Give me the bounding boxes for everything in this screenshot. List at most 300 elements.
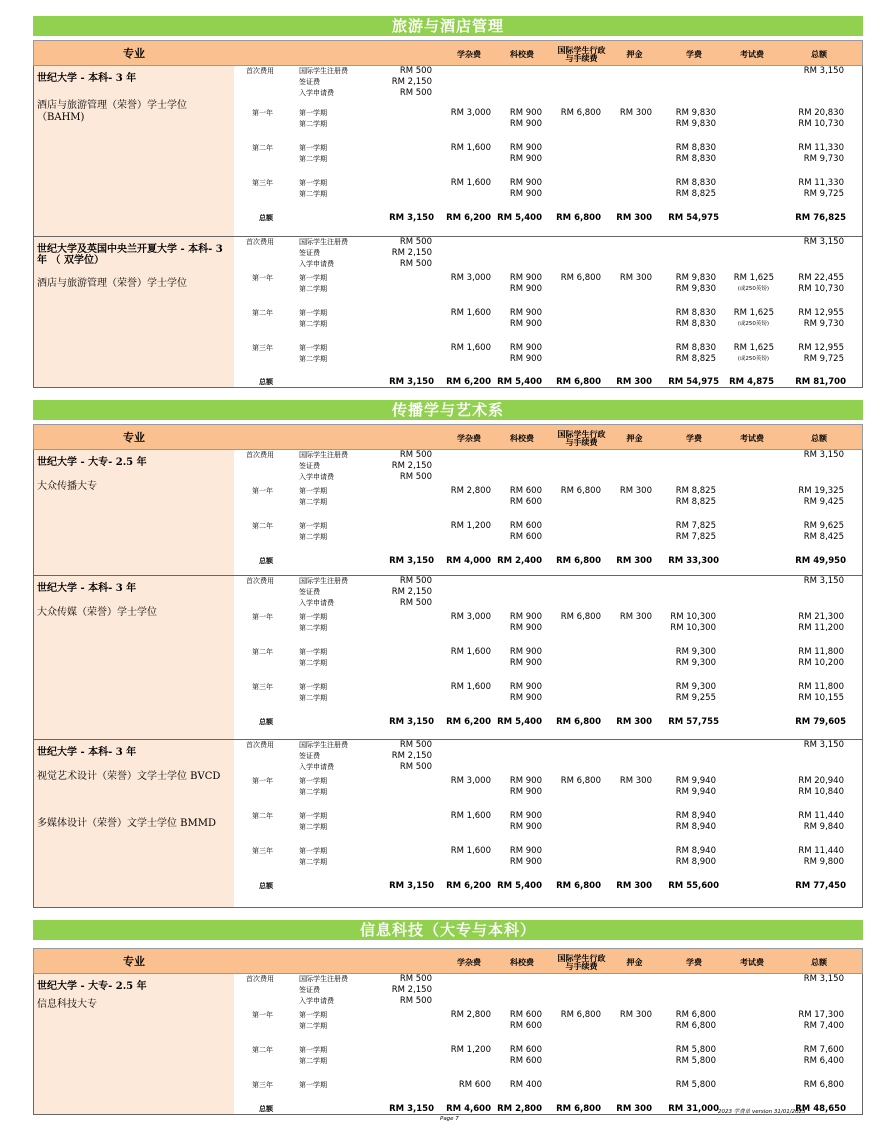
year-label: 第二年 xyxy=(252,648,273,656)
header-deposit: 押金 xyxy=(626,49,643,59)
grand-total: RM 81,700 xyxy=(795,377,846,387)
misc-fee: RM 2,800 xyxy=(450,1010,491,1020)
school-fee: RM 900 xyxy=(509,189,542,199)
year-label: 第二年 xyxy=(252,144,273,152)
registration-fee-label: 国际学生注册费 xyxy=(299,67,348,75)
semester-label: 第二学期 xyxy=(299,1057,327,1065)
exam-fee: RM 1,625 xyxy=(733,308,774,318)
total-misc: RM 4,000 xyxy=(446,556,491,566)
year-label: 第二年 xyxy=(252,812,273,820)
header-tuition: 学费 xyxy=(686,957,702,967)
row-total: RM 6,800 xyxy=(803,1080,844,1090)
registration-fee-label: 国际学生注册费 xyxy=(299,238,348,246)
row-total: RM 20,940 xyxy=(798,776,844,786)
total-label: 总额 xyxy=(259,214,273,222)
school-fee: RM 900 xyxy=(509,857,542,867)
total-tuition: RM 31,000 xyxy=(668,1104,719,1114)
school-fee: RM 900 xyxy=(509,682,542,692)
total-tuition: RM 55,600 xyxy=(668,881,719,891)
semester-label: 第二学期 xyxy=(299,788,327,796)
deposit: RM 300 xyxy=(619,108,652,118)
row-total: RM 7,400 xyxy=(803,1021,844,1031)
row-total: RM 10,840 xyxy=(798,787,844,797)
program-description: 大众传媒（荣誉）学士学位 xyxy=(37,607,157,618)
exam-fee: RM 1,625 xyxy=(733,273,774,283)
school-fee: RM 600 xyxy=(509,486,542,496)
school-fee: RM 900 xyxy=(509,319,542,329)
registration-fee: RM 500 xyxy=(399,450,432,460)
school-fee: RM 900 xyxy=(509,108,542,118)
school-fee: RM 600 xyxy=(509,532,542,542)
row-total: RM 7,600 xyxy=(803,1045,844,1055)
row-total: RM 11,440 xyxy=(798,811,844,821)
tuition-fee: RM 9,300 xyxy=(675,647,716,657)
total-tuition: RM 57,755 xyxy=(668,717,719,727)
program-title: 世纪大学 - 本科- 3 年 xyxy=(37,73,137,84)
header-total: 总额 xyxy=(811,433,827,443)
total-label: 总额 xyxy=(259,718,273,726)
program-description: 酒店与旅游管理（荣誉）学士学位 （BAHM) xyxy=(37,100,187,123)
section-title: 传播学与艺术系 xyxy=(33,400,863,420)
school-fee: RM 900 xyxy=(509,354,542,364)
school-fee: RM 900 xyxy=(509,343,542,353)
tuition-fee: RM 8,825 xyxy=(675,189,716,199)
tuition-fee: RM 10,300 xyxy=(670,612,716,622)
total-tuition: RM 54,975 xyxy=(668,213,719,223)
semester-label: 第二学期 xyxy=(299,190,327,198)
header-deposit: 押金 xyxy=(626,433,643,443)
total-intl: RM 6,800 xyxy=(556,881,601,891)
school-fee: RM 600 xyxy=(509,1021,542,1031)
school-fee: RM 900 xyxy=(509,273,542,283)
section-title: 信息科技（大专与本科） xyxy=(33,920,863,940)
registration-fee: RM 500 xyxy=(399,66,432,76)
intl-fee: RM 6,800 xyxy=(560,776,601,786)
tuition-fee: RM 9,830 xyxy=(675,284,716,294)
total-deposit: RM 300 xyxy=(616,213,652,223)
registration-fee-label: 国际学生注册费 xyxy=(299,975,348,983)
row-total: RM 17,300 xyxy=(798,1010,844,1020)
visa-fee: RM 2,150 xyxy=(391,248,432,258)
school-fee: RM 900 xyxy=(509,143,542,153)
semester-label: 第二学期 xyxy=(299,498,327,506)
header-misc: 学杂费 xyxy=(457,49,481,59)
header-intl: 国际学生行政与手续费 xyxy=(557,45,606,63)
row-total: RM 9,425 xyxy=(803,497,844,507)
misc-fee: RM 1,200 xyxy=(450,1045,491,1055)
deposit: RM 300 xyxy=(619,1010,652,1020)
misc-fee: RM 3,000 xyxy=(450,612,491,622)
initial-fee-label: 首次费用 xyxy=(246,451,274,459)
tuition-fee: RM 9,940 xyxy=(675,787,716,797)
year-label: 第三年 xyxy=(252,683,273,691)
year-label: 第一年 xyxy=(252,613,273,621)
application-fee: RM 500 xyxy=(399,996,432,1006)
header-exam: 考试费 xyxy=(740,433,764,443)
application-fee: RM 500 xyxy=(399,259,432,269)
tuition-fee: RM 8,825 xyxy=(675,497,716,507)
header-misc: 学杂费 xyxy=(457,433,481,443)
row-total: RM 20,830 xyxy=(798,108,844,118)
school-fee: RM 900 xyxy=(509,647,542,657)
row-total: RM 19,325 xyxy=(798,486,844,496)
program-title: 世纪大学 - 大专- 2.5 年 xyxy=(37,457,147,468)
semester-label: 第一学期 xyxy=(299,1046,327,1054)
header-tuition: 学费 xyxy=(686,433,702,443)
school-fee: RM 900 xyxy=(509,693,542,703)
tuition-fee: RM 8,830 xyxy=(675,143,716,153)
misc-fee: RM 1,600 xyxy=(450,846,491,856)
application-fee-label: 入学申请费 xyxy=(299,763,334,771)
row-total: RM 10,155 xyxy=(798,693,844,703)
total-deposit: RM 300 xyxy=(616,377,652,387)
total-intl: RM 6,800 xyxy=(556,377,601,387)
total-misc: RM 6,200 xyxy=(446,377,491,387)
tuition-fee: RM 8,825 xyxy=(675,354,716,364)
semester-label: 第一学期 xyxy=(299,179,327,187)
program-title: 世纪大学及英国中央兰开夏大学 - 本科- 3 年 （ 双学位） xyxy=(37,244,223,266)
school-fee: RM 900 xyxy=(509,811,542,821)
deposit: RM 300 xyxy=(619,612,652,622)
application-fee-label: 入学申请费 xyxy=(299,89,334,97)
row-total: RM 9,730 xyxy=(803,154,844,164)
semester-label: 第一学期 xyxy=(299,1011,327,1019)
year-label: 第一年 xyxy=(252,109,273,117)
total-intl: RM 6,800 xyxy=(556,556,601,566)
program-description: 视觉艺术设计（荣誉）文学士学位 BVCD xyxy=(37,771,221,782)
application-fee-label: 入学申请费 xyxy=(299,997,334,1005)
misc-fee: RM 1,600 xyxy=(450,343,491,353)
program-description: 大众传播大专 xyxy=(37,481,97,492)
registration-fee-label: 国际学生注册费 xyxy=(299,451,348,459)
semester-label: 第二学期 xyxy=(299,1022,327,1030)
header-intl: 国际学生行政与手续费 xyxy=(557,953,606,971)
tuition-fee: RM 9,940 xyxy=(675,776,716,786)
year-label: 第一年 xyxy=(252,777,273,785)
program-block xyxy=(33,450,863,576)
section-title: 旅游与酒店管理 xyxy=(33,16,863,36)
total-exam: RM 4,875 xyxy=(729,377,774,387)
tuition-fee: RM 7,825 xyxy=(675,532,716,542)
misc-fee: RM 1,600 xyxy=(450,178,491,188)
table-header xyxy=(33,424,863,450)
visa-fee-label: 签证费 xyxy=(299,752,320,760)
semester-label: 第二学期 xyxy=(299,355,327,363)
semester-label: 第一学期 xyxy=(299,683,327,691)
semester-label: 第一学期 xyxy=(299,344,327,352)
year-label: 第三年 xyxy=(252,847,273,855)
row-total: RM 11,330 xyxy=(798,143,844,153)
misc-fee: RM 3,000 xyxy=(450,273,491,283)
visa-fee-label: 签证费 xyxy=(299,78,320,86)
application-fee-label: 入学申请费 xyxy=(299,260,334,268)
header-school: 科校费 xyxy=(510,433,534,443)
initial-total: RM 3,150 xyxy=(803,450,844,460)
grand-total: RM 49,950 xyxy=(795,556,846,566)
semester-label: 第一学期 xyxy=(299,613,327,621)
tuition-fee: RM 10,300 xyxy=(670,623,716,633)
visa-fee: RM 2,150 xyxy=(391,985,432,995)
misc-fee: RM 3,000 xyxy=(450,776,491,786)
header-misc: 学杂费 xyxy=(457,957,481,967)
exam-fee-note: (或250英镑) xyxy=(737,321,769,327)
row-total: RM 9,730 xyxy=(803,319,844,329)
semester-label: 第二学期 xyxy=(299,285,327,293)
misc-fee: RM 1,600 xyxy=(450,647,491,657)
misc-fee: RM 1,600 xyxy=(450,308,491,318)
initial-fee-label: 首次费用 xyxy=(246,975,274,983)
total-initial: RM 3,150 xyxy=(389,377,434,387)
initial-fee-label: 首次费用 xyxy=(246,238,274,246)
visa-fee-label: 签证费 xyxy=(299,588,320,596)
exam-fee: RM 1,625 xyxy=(733,343,774,353)
table-header xyxy=(33,948,863,974)
tuition-fee: RM 6,800 xyxy=(675,1021,716,1031)
tuition-fee: RM 5,800 xyxy=(675,1056,716,1066)
visa-fee: RM 2,150 xyxy=(391,587,432,597)
application-fee: RM 500 xyxy=(399,762,432,772)
total-deposit: RM 300 xyxy=(616,881,652,891)
intl-fee: RM 6,800 xyxy=(560,486,601,496)
total-initial: RM 3,150 xyxy=(389,881,434,891)
header-exam: 考试费 xyxy=(740,957,764,967)
total-intl: RM 6,800 xyxy=(556,1104,601,1114)
total-deposit: RM 300 xyxy=(616,556,652,566)
application-fee: RM 500 xyxy=(399,88,432,98)
deposit: RM 300 xyxy=(619,273,652,283)
program-description: 酒店与旅游管理（荣誉）学士学位 xyxy=(37,278,187,289)
initial-fee-label: 首次费用 xyxy=(246,577,274,585)
exam-fee-note: (或250英镑) xyxy=(737,286,769,292)
school-fee: RM 900 xyxy=(509,119,542,129)
semester-label: 第二学期 xyxy=(299,320,327,328)
initial-total: RM 3,150 xyxy=(803,66,844,76)
total-deposit: RM 300 xyxy=(616,717,652,727)
tuition-fee: RM 8,940 xyxy=(675,846,716,856)
application-fee: RM 500 xyxy=(399,598,432,608)
school-fee: RM 900 xyxy=(509,787,542,797)
total-label: 总额 xyxy=(259,882,273,890)
tuition-fee: RM 8,830 xyxy=(675,178,716,188)
header-deposit: 押金 xyxy=(626,957,643,967)
school-fee: RM 600 xyxy=(509,1056,542,1066)
tuition-fee: RM 9,830 xyxy=(675,119,716,129)
registration-fee: RM 500 xyxy=(399,576,432,586)
school-fee: RM 900 xyxy=(509,822,542,832)
total-intl: RM 6,800 xyxy=(556,717,601,727)
exam-fee-note: (或250英镑) xyxy=(737,356,769,362)
school-fee: RM 900 xyxy=(509,776,542,786)
initial-total: RM 3,150 xyxy=(803,740,844,750)
initial-total: RM 3,150 xyxy=(803,576,844,586)
program-title: 世纪大学 - 大专- 2.5 年 xyxy=(37,981,147,992)
tuition-fee: RM 5,800 xyxy=(675,1080,716,1090)
school-fee: RM 900 xyxy=(509,178,542,188)
tuition-fee: RM 9,300 xyxy=(675,658,716,668)
initial-total: RM 3,150 xyxy=(803,237,844,247)
total-misc: RM 6,200 xyxy=(446,717,491,727)
semester-label: 第一学期 xyxy=(299,109,327,117)
tuition-fee: RM 8,940 xyxy=(675,822,716,832)
header-tuition: 学费 xyxy=(686,49,702,59)
tuition-fee: RM 6,800 xyxy=(675,1010,716,1020)
year-label: 第一年 xyxy=(252,1011,273,1019)
visa-fee-label: 签证费 xyxy=(299,249,320,257)
year-label: 第二年 xyxy=(252,309,273,317)
semester-label: 第一学期 xyxy=(299,144,327,152)
row-total: RM 9,800 xyxy=(803,857,844,867)
row-total: RM 11,800 xyxy=(798,682,844,692)
year-label: 第一年 xyxy=(252,274,273,282)
school-fee: RM 900 xyxy=(509,284,542,294)
total-school: RM 5,400 xyxy=(497,881,542,891)
tuition-fee: RM 8,830 xyxy=(675,319,716,329)
initial-fee-label: 首次费用 xyxy=(246,67,274,75)
program-block xyxy=(33,974,863,1115)
header-school: 科校费 xyxy=(510,49,534,59)
row-total: RM 8,425 xyxy=(803,532,844,542)
header-total: 总额 xyxy=(811,49,827,59)
header-major: 专业 xyxy=(123,955,145,968)
year-label: 第三年 xyxy=(252,1081,273,1089)
row-total: RM 9,725 xyxy=(803,354,844,364)
header-school: 科校费 xyxy=(510,957,534,967)
misc-fee: RM 1,600 xyxy=(450,143,491,153)
total-tuition: RM 54,975 xyxy=(668,377,719,387)
header-total: 总额 xyxy=(811,957,827,967)
total-initial: RM 3,150 xyxy=(389,213,434,223)
total-misc: RM 6,200 xyxy=(446,213,491,223)
school-fee: RM 900 xyxy=(509,612,542,622)
school-fee: RM 400 xyxy=(509,1080,542,1090)
row-total: RM 10,730 xyxy=(798,284,844,294)
program-block xyxy=(33,576,863,740)
total-initial: RM 3,150 xyxy=(389,1104,434,1114)
school-fee: RM 600 xyxy=(509,1045,542,1055)
tuition-fee: RM 8,830 xyxy=(675,154,716,164)
tuition-fee: RM 9,255 xyxy=(675,693,716,703)
tuition-fee: RM 9,830 xyxy=(675,108,716,118)
year-label: 第二年 xyxy=(252,522,273,530)
semester-label: 第二学期 xyxy=(299,694,327,702)
grand-total: RM 48,650 xyxy=(795,1104,846,1114)
tuition-fee: RM 7,825 xyxy=(675,521,716,531)
school-fee: RM 600 xyxy=(509,1010,542,1020)
tuition-fee: RM 9,300 xyxy=(675,682,716,692)
grand-total: RM 76,825 xyxy=(795,213,846,223)
semester-label: 第二学期 xyxy=(299,533,327,541)
program-description: 信息科技大专 xyxy=(37,999,97,1010)
tuition-fee: RM 5,800 xyxy=(675,1045,716,1055)
misc-fee: RM 1,600 xyxy=(450,811,491,821)
tuition-fee: RM 9,830 xyxy=(675,273,716,283)
program-block xyxy=(33,66,863,237)
total-school: RM 5,400 xyxy=(497,717,542,727)
grand-total: RM 77,450 xyxy=(795,881,846,891)
application-fee-label: 入学申请费 xyxy=(299,473,334,481)
semester-label: 第二学期 xyxy=(299,858,327,866)
intl-fee: RM 6,800 xyxy=(560,108,601,118)
row-total: RM 12,955 xyxy=(798,308,844,318)
deposit: RM 300 xyxy=(619,776,652,786)
visa-fee: RM 2,150 xyxy=(391,77,432,87)
application-fee: RM 500 xyxy=(399,472,432,482)
header-intl: 国际学生行政与手续费 xyxy=(557,429,606,447)
total-label: 总额 xyxy=(259,557,273,565)
initial-fee-label: 首次费用 xyxy=(246,741,274,749)
semester-label: 第一学期 xyxy=(299,812,327,820)
year-label: 第一年 xyxy=(252,487,273,495)
intl-fee: RM 6,800 xyxy=(560,1010,601,1020)
row-total: RM 9,725 xyxy=(803,189,844,199)
semester-label: 第二学期 xyxy=(299,120,327,128)
tuition-fee: RM 8,825 xyxy=(675,486,716,496)
row-total: RM 10,730 xyxy=(798,119,844,129)
tuition-fee: RM 8,830 xyxy=(675,308,716,318)
total-tuition: RM 33,300 xyxy=(668,556,719,566)
table-header xyxy=(33,40,863,66)
total-school: RM 5,400 xyxy=(497,213,542,223)
school-fee: RM 900 xyxy=(509,154,542,164)
deposit: RM 300 xyxy=(619,486,652,496)
grand-total: RM 79,605 xyxy=(795,717,846,727)
row-total: RM 11,330 xyxy=(798,178,844,188)
registration-fee-label: 国际学生注册费 xyxy=(299,741,348,749)
row-total: RM 21,300 xyxy=(798,612,844,622)
header-exam: 考试费 xyxy=(740,49,764,59)
registration-fee: RM 500 xyxy=(399,974,432,984)
row-total: RM 11,440 xyxy=(798,846,844,856)
semester-label: 第一学期 xyxy=(299,847,327,855)
total-school: RM 2,800 xyxy=(497,1104,542,1114)
year-label: 第二年 xyxy=(252,1046,273,1054)
total-misc: RM 4,600 xyxy=(446,1104,491,1114)
intl-fee: RM 6,800 xyxy=(560,612,601,622)
program-title: 世纪大学 - 本科- 3 年 xyxy=(37,747,137,758)
semester-label: 第一学期 xyxy=(299,1081,327,1089)
header-major: 专业 xyxy=(123,47,145,60)
registration-fee: RM 500 xyxy=(399,740,432,750)
semester-label: 第一学期 xyxy=(299,522,327,530)
visa-fee: RM 2,150 xyxy=(391,751,432,761)
school-fee: RM 900 xyxy=(509,308,542,318)
initial-total: RM 3,150 xyxy=(803,974,844,984)
misc-fee: RM 3,000 xyxy=(450,108,491,118)
misc-fee: RM 600 xyxy=(458,1080,491,1090)
semester-label: 第二学期 xyxy=(299,155,327,163)
program-description-2: 多媒体设计（荣誉）文学士学位 BMMD xyxy=(37,818,217,829)
misc-fee: RM 1,600 xyxy=(450,682,491,692)
total-intl: RM 6,800 xyxy=(556,213,601,223)
total-school: RM 5,400 xyxy=(497,377,542,387)
total-label: 总额 xyxy=(259,378,273,386)
registration-fee: RM 500 xyxy=(399,237,432,247)
row-total: RM 9,840 xyxy=(803,822,844,832)
semester-label: 第二学期 xyxy=(299,659,327,667)
total-deposit: RM 300 xyxy=(616,1104,652,1114)
registration-fee-label: 国际学生注册费 xyxy=(299,577,348,585)
program-block xyxy=(33,740,863,908)
header-major: 专业 xyxy=(123,431,145,444)
row-total: RM 12,955 xyxy=(798,343,844,353)
semester-label: 第一学期 xyxy=(299,648,327,656)
school-fee: RM 900 xyxy=(509,846,542,856)
misc-fee: RM 1,200 xyxy=(450,521,491,531)
misc-fee: RM 2,800 xyxy=(450,486,491,496)
row-total: RM 22,455 xyxy=(798,273,844,283)
row-total: RM 10,200 xyxy=(798,658,844,668)
program-title: 世纪大学 - 本科- 3 年 xyxy=(37,583,137,594)
